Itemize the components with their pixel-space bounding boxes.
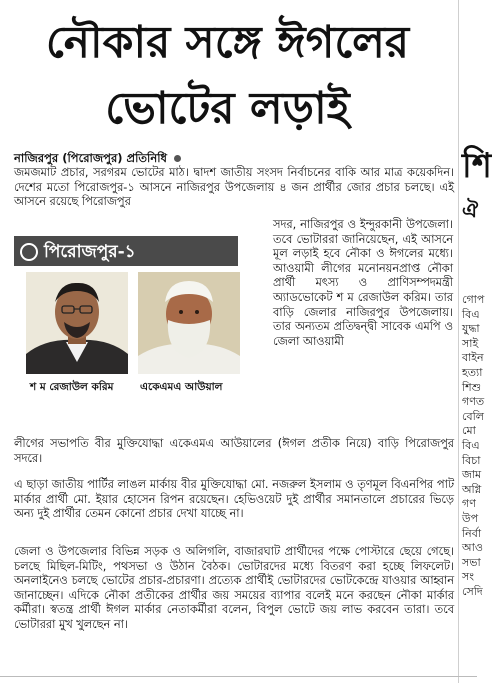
neighbor-line: সভা [462, 555, 481, 569]
neighbor-line: হত্যা [462, 366, 483, 379]
neighbor-line: বিচা [462, 453, 481, 467]
neighbor-line: বেলি [462, 409, 484, 423]
neighbor-line: বিএ [462, 307, 480, 321]
neighbor-line: সং [462, 570, 475, 584]
bullet-icon [174, 155, 181, 162]
neighbor-line: নির্বা [462, 526, 482, 540]
byline-text: নাজিরপুর (পিরোজপুর) প্রতিনিধি [14, 151, 167, 165]
neighbor-headline-fragment: শি [462, 146, 492, 186]
paragraph-right-column: সদর, নাজিরপুর ও ইন্দুরকানী উপজেলা। তবে ভোটাররা জানিয়েছেন, এই আসনে মূল লড়াই হবে নৌকা ও ঈগলের মধ্যে। আওয়ামী লীগের মনোনয়নপ্রাপ্ত নৌকা প্রার্থী মৎস্য ও প্রাণিসম্পদমন্ত্রী অ্যাডভোকেট শ ম রেজাউল করিম। তার বাড়ি জেলার নাজিরপুর উপজেলায়। তার অন্যতম প্রতিদ্বন্দ্বী সাবেক এমপি ও জেলা আওয়ামী [273, 218, 453, 348]
portrait-man-2-icon [138, 272, 240, 374]
neighbor-line: উপ [462, 512, 479, 525]
candidate-photo-1 [26, 272, 128, 374]
neighbor-line: সাই [462, 336, 479, 350]
headline-line-1: নৌকার সঙ্গে ঈগলের [45, 17, 410, 68]
portrait-man-1-icon [26, 272, 128, 374]
neighbor-line: শিশু [462, 380, 482, 394]
neighbor-line: সেদি [462, 585, 483, 598]
constituency-banner [14, 236, 238, 266]
photo-caption-2: একেএমএ আউয়াল [140, 381, 223, 393]
bottom-border [0, 676, 477, 677]
banner-label: পিরোজপুর-১ [44, 242, 136, 262]
neighbor-line: বিএ [462, 439, 480, 452]
photo-caption-1: শ ম রেজাউল করিম [30, 381, 114, 393]
neighbor-line: যুদ্ধা [462, 322, 480, 336]
neighbor-line: আও [462, 541, 483, 555]
paragraph-other-candidates: এ ছাড়া জাতীয় পার্টির লাঙল মার্কায় বীর মুক্তিযোদ্ধা মো. নজরুল ইসলাম ও তৃণমূল বিএনপির পাট মার্কার প্রার্থী মো. ইয়ার হোসেন রিপন রয়েছেন। হেভিওয়েট দুই প্রার্থীর সমানতালে প্রচারের ভিড়ে অন্য দুই প্রার্থীর তেমন কোনো প্রচার দেখা যাচ্ছে না। [14, 478, 454, 521]
paragraph-intro: জমজমাট প্রচার, সরগরম ভোটের মাঠ। দ্বাদশ জাতীয় সংসদ নির্বাচনের বাকি আর মাত্র কয়েকদিন। দেশের মতো পিরোজপুর-১ আসনে নাজিরপুর উপজেলায় ৪ জন প্রার্থীর জোর প্রচার চলছে। এই আসনে রয়েছে পিরোজপুর [14, 166, 454, 209]
neighbor-line: জাম [462, 468, 482, 482]
column-divider [458, 0, 459, 683]
neighbor-line: গণ [462, 497, 476, 511]
neighbor-line: গোপ [462, 293, 485, 306]
paragraph-continuation: লীগের সভাপতি বীর মুক্তিযোদ্ধা একেএমএ আউয়ালের (ঈগল প্রতীক নিয়ে) বাড়ি পিরোজপুর সদরে। [14, 437, 454, 465]
neighbor-line: মো [462, 424, 476, 438]
neighbor-line: গণত [462, 395, 485, 409]
neighbor-line: অগ্নি [462, 482, 482, 496]
candidate-photo-2 [138, 272, 240, 374]
circle-icon [20, 243, 38, 261]
neighbor-line: বাইন [462, 351, 484, 365]
neighbor-subhead-fragment: ঐ [462, 198, 479, 222]
paragraph-campaign: জেলা ও উপজেলার বিভিন্ন সড়ক ও অলিগলি, বাজারঘাট প্রার্থীদের পক্ষে পোস্টারে ছেয়ে গেছে। চলছে মিছিল-মিটিং, পথসভা ও উঠান বৈঠক। ভোটারদের মধ্যে বিতরণ করা হচ্ছে লিফলেট। অনলাইনেও চলছে ভোটের প্রচার-প্রচারণা। প্রত্যেক প্রার্থীই ভোটারদের ভোটকেন্দ্রে যাওয়ার আহ্বান জানাচ্ছেন। এদিকে নৌকা প্রতীকের প্রার্থীর জয় সময়ের ব্যাপার বলেই মনে করছেন নৌকা মার্কার কর্মীরা। স্বতন্ত্র প্রার্থী ঈগল মার্কার নেতাকর্মীরা বলেন, বিপুল ভোটে জয় লাভ করবেন তারা। তবে ভোটাররা মুখ খুলছেন না। [14, 545, 454, 631]
headline-line-2: ভোটের লড়াই [105, 83, 350, 134]
